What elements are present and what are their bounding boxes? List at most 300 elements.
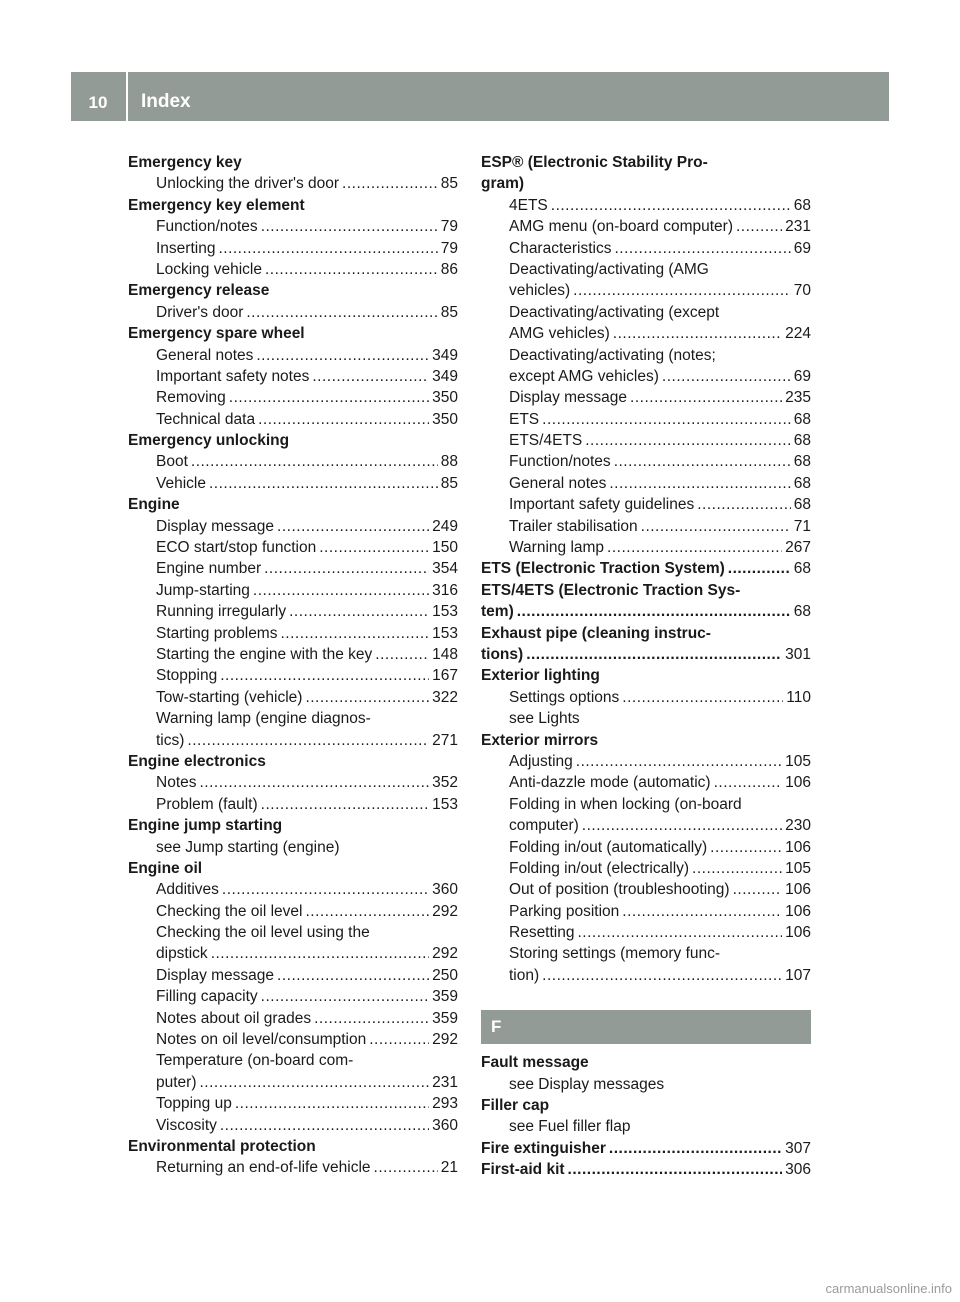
index-entry bbox=[481, 1074, 811, 1095]
page-reference: 105 bbox=[785, 859, 811, 877]
index-entry bbox=[481, 195, 811, 216]
page-reference: 350 bbox=[432, 389, 458, 407]
index-entry bbox=[481, 1138, 811, 1159]
subentry-text: tics) bbox=[156, 731, 185, 749]
subentry bbox=[128, 1157, 458, 1178]
entry-heading: Engine electronics bbox=[128, 752, 266, 770]
dot-leader bbox=[577, 922, 782, 943]
index-entry bbox=[128, 494, 458, 515]
dot-leader bbox=[261, 216, 438, 237]
page-reference: 267 bbox=[785, 539, 811, 557]
page-reference: 68 bbox=[793, 496, 811, 514]
section-header bbox=[481, 1010, 811, 1044]
subentry bbox=[481, 366, 811, 387]
dot-leader bbox=[191, 451, 438, 472]
index-column-right bbox=[481, 152, 811, 1181]
dot-leader bbox=[305, 687, 429, 708]
dot-leader bbox=[200, 772, 430, 793]
subentry-text: Checking the oil level using the bbox=[156, 924, 370, 942]
subentry bbox=[481, 280, 811, 301]
entry-heading: Engine jump starting bbox=[128, 817, 283, 835]
page-reference: 292 bbox=[432, 1031, 458, 1049]
subentry-text: AMG menu (on-board computer) bbox=[509, 218, 733, 236]
dot-leader bbox=[220, 665, 429, 686]
page-reference: 359 bbox=[432, 1009, 458, 1027]
index-entry bbox=[128, 751, 458, 772]
page-reference: 249 bbox=[432, 517, 458, 535]
subentry-text: Anti-dazzle mode (automatic) bbox=[509, 774, 711, 792]
dot-leader bbox=[622, 687, 783, 708]
subentry bbox=[481, 387, 811, 408]
subentry-text: Unlocking the driver's door bbox=[156, 175, 340, 193]
page-reference: 153 bbox=[432, 603, 458, 621]
subentry bbox=[128, 601, 458, 622]
index-entry bbox=[481, 901, 811, 922]
dot-leader bbox=[733, 879, 783, 900]
subentry-text: 4ETS bbox=[509, 196, 548, 214]
index-entry bbox=[128, 1115, 458, 1136]
dot-leader bbox=[246, 302, 437, 323]
page-reference: 85 bbox=[440, 474, 458, 492]
page-reference: 153 bbox=[432, 624, 458, 642]
subentry-text: Deactivating/activating (notes; bbox=[509, 346, 716, 364]
index-entry bbox=[128, 409, 458, 430]
index-entry bbox=[481, 1052, 811, 1073]
dot-leader bbox=[265, 259, 438, 280]
page-reference: 85 bbox=[440, 303, 458, 321]
subentry-text: Important safety guidelines bbox=[509, 496, 695, 514]
page-number: 10 bbox=[88, 93, 108, 112]
subentry bbox=[481, 858, 811, 879]
subentry bbox=[128, 366, 458, 387]
entry-heading bbox=[481, 644, 811, 665]
subentry-text: ETS bbox=[509, 410, 540, 428]
dot-leader bbox=[710, 837, 782, 858]
dot-leader bbox=[264, 558, 429, 579]
subentry bbox=[128, 302, 458, 323]
subentry-text: Display message bbox=[156, 966, 275, 984]
subentry bbox=[128, 730, 458, 751]
subentry-text: Function/notes bbox=[509, 453, 611, 471]
subentry bbox=[481, 815, 811, 836]
page-reference: 352 bbox=[432, 774, 458, 792]
dot-leader bbox=[542, 965, 782, 986]
subentry-text: Temperature (on-board com- bbox=[156, 1052, 354, 1070]
index-entry bbox=[128, 366, 458, 387]
entry-heading: Engine oil bbox=[128, 859, 203, 877]
dot-leader bbox=[312, 366, 429, 387]
dot-leader bbox=[615, 238, 791, 259]
dot-leader bbox=[375, 644, 429, 665]
subentry bbox=[481, 687, 811, 708]
subentry bbox=[128, 986, 458, 1007]
page-reference: 21 bbox=[440, 1159, 458, 1177]
page-reference: 349 bbox=[432, 346, 458, 364]
page-reference: 250 bbox=[432, 966, 458, 984]
index-entry bbox=[481, 387, 811, 408]
subentry bbox=[481, 451, 811, 472]
subentry bbox=[128, 901, 458, 922]
index-entry bbox=[128, 772, 458, 793]
entry-heading: Emergency release bbox=[128, 282, 270, 300]
page-title: Index bbox=[141, 91, 191, 112]
index-entry bbox=[128, 345, 458, 366]
index-entry bbox=[128, 665, 458, 686]
page-reference: 68 bbox=[793, 474, 811, 492]
page-reference: 86 bbox=[440, 260, 458, 278]
subentry bbox=[128, 965, 458, 986]
subentry bbox=[481, 323, 811, 344]
subentry-text: Deactivating/activating (except bbox=[509, 303, 720, 321]
page-reference: 106 bbox=[785, 881, 811, 899]
index-entry bbox=[128, 1050, 458, 1093]
page-reference: 110 bbox=[786, 688, 811, 706]
subentry bbox=[128, 516, 458, 537]
page-reference: 231 bbox=[785, 218, 811, 236]
subentry-text: Viscosity bbox=[156, 1116, 217, 1134]
subentry bbox=[128, 216, 458, 237]
dot-leader bbox=[277, 516, 429, 537]
index-entry bbox=[481, 751, 811, 772]
entry-heading bbox=[481, 1138, 811, 1159]
page-reference: 316 bbox=[432, 581, 458, 599]
subentry-text: see Display messages bbox=[509, 1075, 665, 1093]
subentry-text: Additives bbox=[156, 881, 219, 899]
page-reference: 153 bbox=[432, 795, 458, 813]
entry-heading-text: tions) bbox=[481, 645, 524, 663]
page-reference: 106 bbox=[785, 902, 811, 920]
subentry-text: Driver's door bbox=[156, 303, 244, 321]
subentry bbox=[128, 558, 458, 579]
index-entry bbox=[128, 1157, 458, 1178]
entry-heading: ESP® (Electronic Stability Pro- bbox=[481, 154, 708, 171]
subentry-text: Storing settings (memory func- bbox=[509, 945, 721, 963]
subentry-text: Folding in when locking (on-board bbox=[509, 795, 742, 813]
dot-leader bbox=[256, 345, 429, 366]
page-reference: 293 bbox=[432, 1095, 458, 1113]
dot-leader bbox=[542, 409, 791, 430]
entry-heading-text: tem) bbox=[481, 603, 514, 621]
subentry bbox=[481, 216, 811, 237]
dot-leader bbox=[280, 623, 429, 644]
dot-leader bbox=[609, 473, 790, 494]
index-entry bbox=[481, 1159, 811, 1180]
entry-heading: Fault message bbox=[481, 1054, 589, 1072]
index-entry bbox=[481, 1116, 811, 1137]
page-reference: 167 bbox=[432, 667, 458, 685]
index-entry bbox=[481, 730, 811, 751]
entry-heading: Exterior lighting bbox=[481, 667, 600, 685]
page-reference: 68 bbox=[793, 432, 811, 450]
subentry bbox=[128, 943, 458, 964]
index-entry bbox=[128, 580, 458, 601]
subentry bbox=[128, 387, 458, 408]
page-reference: 85 bbox=[440, 175, 458, 193]
subentry bbox=[128, 451, 458, 472]
page-reference: 307 bbox=[785, 1139, 811, 1157]
subentry bbox=[128, 259, 458, 280]
subentry bbox=[481, 965, 811, 986]
section-letter: F bbox=[481, 1010, 811, 1044]
index-entry bbox=[128, 430, 458, 451]
page-reference: 68 bbox=[793, 196, 811, 214]
index-entry bbox=[128, 323, 458, 344]
index-entry bbox=[481, 558, 811, 579]
index-entry bbox=[481, 794, 811, 837]
dot-leader bbox=[200, 1072, 430, 1093]
subentry-text: Stopping bbox=[156, 667, 218, 685]
index-entry bbox=[481, 858, 811, 879]
page-reference: 105 bbox=[785, 752, 811, 770]
subentry bbox=[481, 837, 811, 858]
dot-leader bbox=[613, 323, 782, 344]
index-entry bbox=[481, 302, 811, 345]
subentry bbox=[128, 537, 458, 558]
index-entry bbox=[481, 516, 811, 537]
index-entry bbox=[128, 986, 458, 1007]
index-entry bbox=[128, 302, 458, 323]
entry-heading: Environmental protection bbox=[128, 1137, 316, 1155]
subentry-text: Running irregularly bbox=[156, 603, 287, 621]
subentry-text: AMG vehicles) bbox=[509, 325, 610, 343]
subentry bbox=[128, 1008, 458, 1029]
index-entry bbox=[128, 516, 458, 537]
subentry-text: Notes on oil level/consumption bbox=[156, 1031, 367, 1049]
dot-leader bbox=[576, 751, 782, 772]
subentry-text: computer) bbox=[509, 817, 579, 835]
dot-leader bbox=[342, 173, 438, 194]
index-column-left bbox=[128, 152, 458, 1179]
dot-leader bbox=[374, 1157, 438, 1178]
entry-heading bbox=[481, 1159, 811, 1180]
index-entry bbox=[481, 708, 811, 729]
subentry-text: Trailer stabilisation bbox=[509, 517, 638, 535]
entry-heading: Emergency key element bbox=[128, 196, 305, 214]
dot-leader bbox=[517, 601, 791, 622]
subentry-text: Filling capacity bbox=[156, 988, 258, 1006]
page-reference: 69 bbox=[793, 239, 811, 257]
entry-heading: gram) bbox=[481, 175, 525, 193]
subentry-text: General notes bbox=[156, 346, 254, 364]
subentry bbox=[481, 238, 811, 259]
entry-heading: Filler cap bbox=[481, 1097, 550, 1115]
index-entry bbox=[481, 451, 811, 472]
dot-leader bbox=[258, 409, 429, 430]
index-entry bbox=[128, 965, 458, 986]
page-reference: 354 bbox=[432, 560, 458, 578]
index-entry bbox=[128, 1093, 458, 1114]
subentry-text: Characteristics bbox=[509, 239, 612, 257]
dot-leader bbox=[662, 366, 791, 387]
subentry bbox=[481, 195, 811, 216]
header-divider bbox=[126, 72, 128, 121]
subentry-text: Engine number bbox=[156, 560, 262, 578]
page-reference: 79 bbox=[440, 218, 458, 236]
index-entry bbox=[481, 238, 811, 259]
subentry bbox=[128, 644, 458, 665]
index-entry bbox=[481, 665, 811, 686]
subentry-text: puter) bbox=[156, 1073, 197, 1091]
entry-heading-text: First-aid kit bbox=[481, 1161, 565, 1179]
subentry-text: vehicles) bbox=[509, 282, 571, 300]
index-entry bbox=[128, 558, 458, 579]
subentry bbox=[481, 430, 811, 451]
dot-leader bbox=[209, 473, 438, 494]
entry-heading: Exhaust pipe (cleaning instruc- bbox=[481, 624, 711, 642]
subentry-text: General notes bbox=[509, 474, 607, 492]
dot-leader bbox=[692, 858, 782, 879]
page-reference: 306 bbox=[785, 1161, 811, 1179]
subentry-text: Important safety notes bbox=[156, 367, 310, 385]
entry-heading-text: ETS (Electronic Traction System) bbox=[481, 560, 725, 578]
index-entry bbox=[128, 687, 458, 708]
subentry bbox=[128, 1115, 458, 1136]
index-entry bbox=[481, 409, 811, 430]
page-reference: 360 bbox=[432, 881, 458, 899]
page-reference: 71 bbox=[793, 517, 811, 535]
page-reference: 68 bbox=[793, 453, 811, 471]
subentry-text: Parking position bbox=[509, 902, 620, 920]
page-reference: 224 bbox=[785, 325, 811, 343]
dot-leader bbox=[551, 195, 791, 216]
index-entry bbox=[481, 473, 811, 494]
subentry-text: Boot bbox=[156, 453, 188, 471]
index-entry bbox=[128, 1136, 458, 1157]
subentry bbox=[481, 879, 811, 900]
dot-leader bbox=[369, 1029, 429, 1050]
index-entry bbox=[481, 580, 811, 623]
subentry-text: Deactivating/activating (AMG bbox=[509, 260, 709, 278]
index-entry bbox=[128, 280, 458, 301]
subentry-text: tion) bbox=[509, 966, 540, 984]
index-entry bbox=[481, 879, 811, 900]
subentry bbox=[128, 687, 458, 708]
dot-leader bbox=[289, 601, 429, 622]
index-entry bbox=[481, 494, 811, 515]
index-entry bbox=[128, 858, 458, 879]
subentry-text: see Lights bbox=[509, 710, 580, 728]
subentry-text: Notes bbox=[156, 774, 197, 792]
dot-leader bbox=[261, 986, 429, 1007]
index-entry bbox=[481, 430, 811, 451]
index-entry bbox=[481, 216, 811, 237]
subentry-text: Tow-starting (vehicle) bbox=[156, 688, 303, 706]
subentry bbox=[481, 772, 811, 793]
index-entry bbox=[128, 387, 458, 408]
dot-leader bbox=[630, 387, 782, 408]
subentry-text: Starting the engine with the key bbox=[156, 645, 373, 663]
index-entry bbox=[128, 238, 458, 259]
dot-leader bbox=[568, 1159, 783, 1180]
page-reference: 79 bbox=[440, 239, 458, 257]
subentry-text: Technical data bbox=[156, 410, 256, 428]
subentry-text: Starting problems bbox=[156, 624, 278, 642]
dot-leader bbox=[714, 772, 783, 793]
dot-leader bbox=[573, 280, 791, 301]
index-entry bbox=[128, 708, 458, 751]
subentry bbox=[128, 623, 458, 644]
page-reference: 106 bbox=[785, 774, 811, 792]
subentry bbox=[481, 922, 811, 943]
subentry-text: Notes about oil grades bbox=[156, 1009, 312, 1027]
page-reference: 148 bbox=[432, 645, 458, 663]
subentry-text: Topping up bbox=[156, 1095, 232, 1113]
index-entry bbox=[128, 216, 458, 237]
subentry bbox=[128, 580, 458, 601]
subentry-text: Folding in/out (electrically) bbox=[509, 859, 690, 877]
entry-heading bbox=[481, 601, 811, 622]
index-entry bbox=[128, 815, 458, 836]
subentry-text: Folding in/out (automatically) bbox=[509, 838, 708, 856]
page-reference: 150 bbox=[432, 539, 458, 557]
subentry-text: ECO start/stop function bbox=[156, 539, 317, 557]
index-entry bbox=[481, 922, 811, 943]
index-entry bbox=[128, 837, 458, 858]
entry-heading: Exterior mirrors bbox=[481, 731, 599, 749]
subentry bbox=[128, 1093, 458, 1114]
index-entry bbox=[128, 451, 458, 472]
subentry bbox=[128, 473, 458, 494]
page-reference: 359 bbox=[432, 988, 458, 1006]
subentry-text: except AMG vehicles) bbox=[509, 367, 659, 385]
subentry bbox=[481, 901, 811, 922]
index-entry bbox=[128, 537, 458, 558]
page-reference: 349 bbox=[432, 367, 458, 385]
subentry-text: Removing bbox=[156, 389, 226, 407]
dot-leader bbox=[229, 387, 429, 408]
dot-leader bbox=[607, 537, 782, 558]
subentry-text: Warning lamp (engine diagnos- bbox=[156, 710, 371, 728]
index-entry bbox=[128, 152, 458, 173]
index-entry bbox=[128, 901, 458, 922]
index-entry bbox=[128, 644, 458, 665]
subentry bbox=[128, 238, 458, 259]
subentry bbox=[481, 537, 811, 558]
index-entry bbox=[128, 601, 458, 622]
subentry bbox=[128, 772, 458, 793]
page-reference: 292 bbox=[432, 945, 458, 963]
subentry bbox=[481, 751, 811, 772]
index-entry bbox=[481, 259, 811, 302]
subentry-text: Vehicle bbox=[156, 474, 206, 492]
index-entry bbox=[481, 837, 811, 858]
entry-heading: Emergency key bbox=[128, 154, 242, 171]
index-entry bbox=[481, 345, 811, 388]
dot-leader bbox=[622, 901, 782, 922]
subentry bbox=[481, 494, 811, 515]
subentry bbox=[128, 1029, 458, 1050]
index-entry bbox=[481, 1095, 811, 1116]
page-reference: 322 bbox=[432, 688, 458, 706]
entry-heading bbox=[481, 558, 811, 579]
subentry-text: Function/notes bbox=[156, 218, 258, 236]
watermark: carmanualsonline.info bbox=[825, 1281, 952, 1296]
subentry-text: Warning lamp bbox=[509, 539, 605, 557]
subentry-text: see Jump starting (engine) bbox=[156, 838, 340, 856]
dot-leader bbox=[187, 730, 429, 751]
page-reference: 68 bbox=[793, 560, 811, 578]
dot-leader bbox=[277, 965, 429, 986]
subentry bbox=[128, 665, 458, 686]
page-reference: 68 bbox=[793, 603, 811, 621]
page-reference: 230 bbox=[785, 817, 811, 835]
dot-leader bbox=[253, 580, 429, 601]
index-entry bbox=[481, 772, 811, 793]
entry-heading: Engine bbox=[128, 496, 180, 514]
subentry-text: Resetting bbox=[509, 924, 575, 942]
dot-leader bbox=[614, 451, 791, 472]
subentry-text: dipstick bbox=[156, 945, 208, 963]
